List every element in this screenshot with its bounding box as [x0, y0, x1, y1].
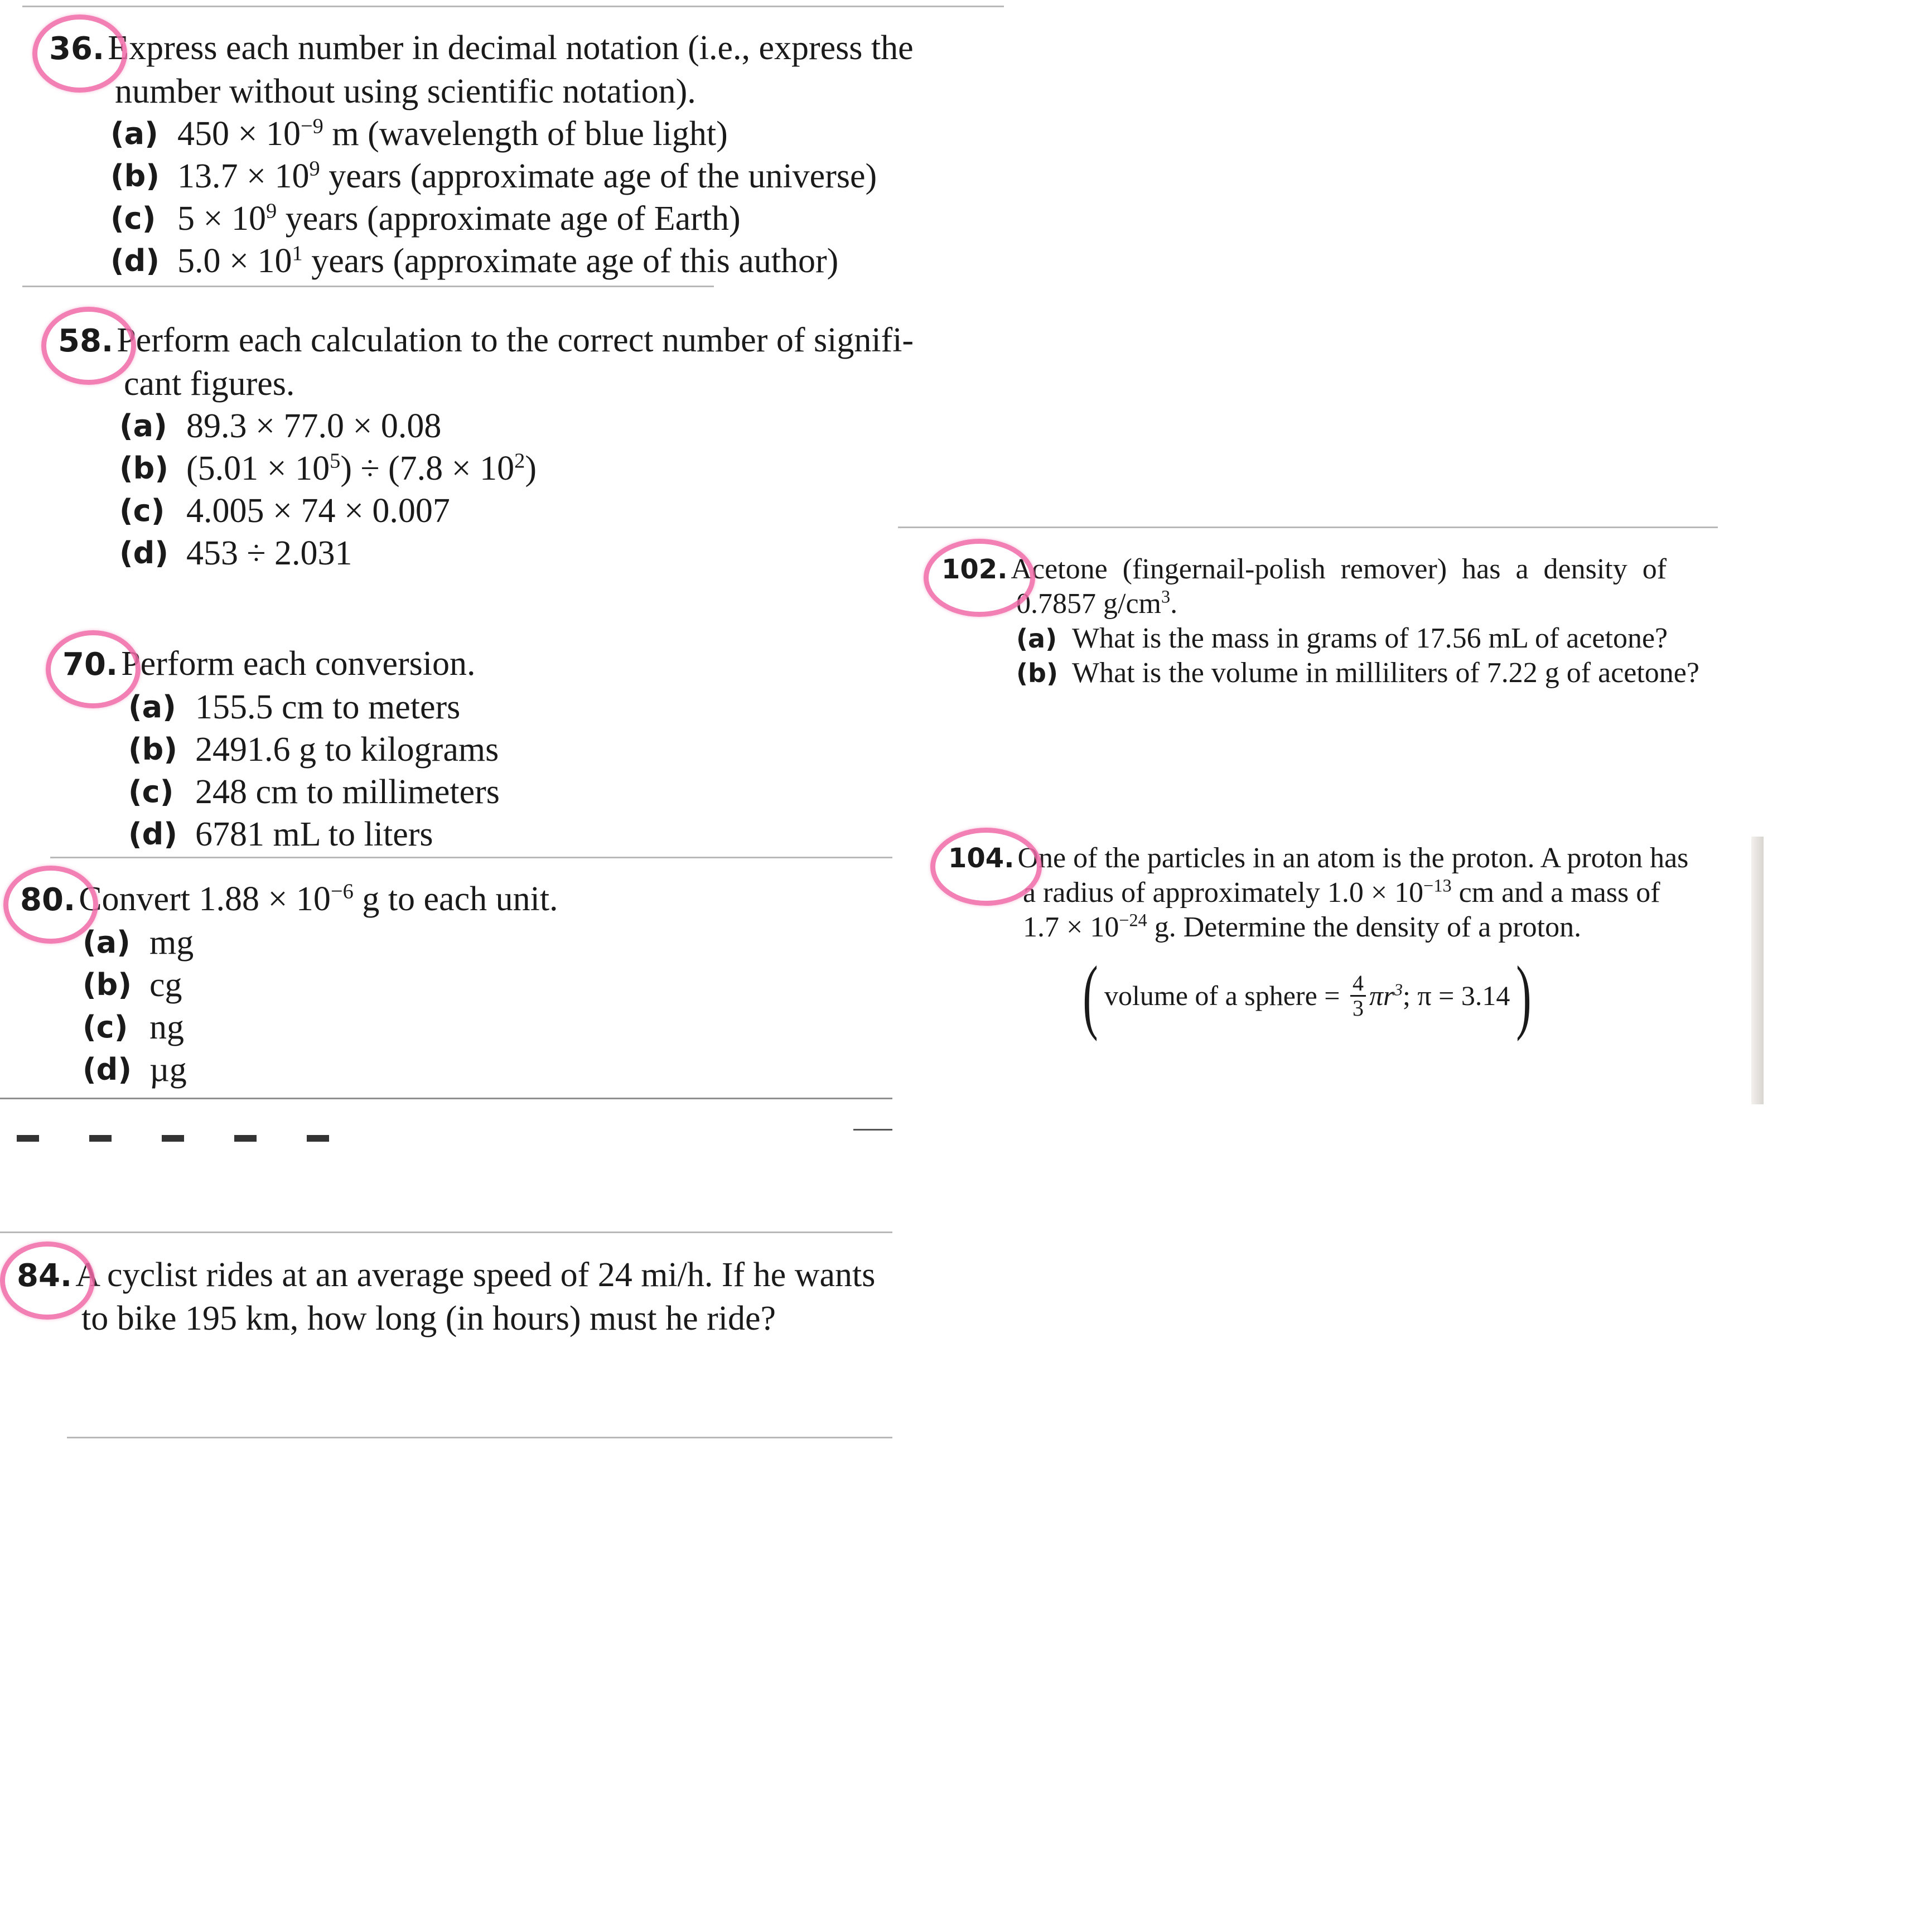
question-36-text: Express each number in decimal notation (i.e., express the [108, 29, 914, 67]
item-58c: (c) 4.005 × 74 × 0.007 [119, 492, 450, 530]
item-80d: (d) µg [83, 1051, 187, 1089]
item-36a: (a) $450 \times 10^{-9}$ m (wavelength of blue light) [110, 114, 728, 153]
question-104-text-cont-2: $1.7 \times 10^{-24}$ g. Determine the density of a proton. [1023, 910, 1582, 943]
fraction-four-thirds: $\frac{4}{3}$ [1350, 972, 1366, 1020]
item-36d: (d) $5.0 \times 10^1$ years (approximate age of this author) [110, 241, 839, 280]
question-36-text-cont: number without using scientific notation). [115, 73, 696, 110]
question-84-text: A cyclist rides at an average speed of 24 mi/h. If he wants [75, 1256, 876, 1294]
item-80c: (c) ng [83, 1008, 184, 1046]
question-58 [58, 319, 914, 574]
question-104 [948, 841, 1688, 945]
divider-70 [50, 857, 892, 858]
item-80a: (a) mg [83, 924, 194, 962]
question-84 [17, 1254, 875, 1340]
question-58-text: Perform each calculation to the correct number of signifi- [117, 321, 914, 359]
top-rule [22, 6, 1004, 7]
question-58-text-cont: cant figures. [124, 365, 295, 403]
question-84-text-cont: to bike 195 km, how long (in hours) must he ride? [81, 1300, 776, 1337]
scan-edge-shadow [1751, 837, 1764, 1104]
question-70 [62, 643, 500, 856]
item-70c: (c) 248 cm to millimeters [128, 773, 500, 811]
question-102-text: Acetone (fingernail-polish remover) has a density of [1011, 553, 1667, 585]
item-58b: (b) $(5.01 \times 10^5) \div (7.8 \times 10^2)$ [119, 449, 537, 487]
question-102-text-cont: 0.7857 $g/cm^3$. [1016, 586, 1178, 620]
scan-artifact: ▬ ▬ ▬ ▬ ▬ [17, 1122, 351, 1147]
question-number-58: 58. [58, 320, 113, 363]
question-80-text: Convert $1.88 \times 10^{-6}$ g to each unit. [79, 880, 558, 918]
item-70b: (b) 2491.6 g to kilograms [128, 731, 499, 769]
scan-artifact-line [853, 1129, 892, 1131]
item-36b: (b) $13.7 \times 10^9$ years (approximate age of the universe) [110, 157, 877, 195]
question-number-70: 70. [62, 644, 118, 686]
question-70-text: Perform each conversion. [121, 645, 476, 683]
question-36 [49, 27, 914, 282]
divider-36 [22, 286, 714, 287]
question-number-80: 80. [20, 879, 75, 921]
question-104-text: One of the particles in an atom is the proton. A proton has [1017, 842, 1689, 874]
divider-right-top [898, 527, 1718, 528]
sphere-volume-formula: ( volume of a sphere = $\frac{4}{3}$ $\pi r^3$ ; π = 3.14 ) [1083, 949, 1532, 1042]
question-102 [941, 552, 1699, 690]
question-number-104: 104. [948, 841, 1014, 876]
divider-80 [0, 1098, 892, 1099]
item-70d: (d) 6781 mL to liters [128, 815, 433, 853]
item-80b: (b) cg [83, 966, 182, 1004]
divider-84-bottom [67, 1437, 892, 1438]
item-70a: (a) 155.5 cm to meters [128, 688, 461, 726]
divider-84-top [0, 1231, 892, 1233]
question-104-text-cont-1: a radius of approximately $1.0 \times 10^{-13}$ cm and a mass of [1023, 875, 1660, 909]
question-number-84: 84. [17, 1255, 72, 1297]
item-102b: (b) What is the volume in milliliters of 7.22 g of acetone? [1016, 657, 1699, 689]
item-58d: (d) 453 ÷ 2.031 [119, 534, 352, 572]
item-36c: (c) $5 \times 10^9$ years (approximate age of Earth) [110, 199, 741, 238]
item-102a: (a) What is the mass in grams of 17.56 mL of acetone? [1016, 622, 1668, 654]
question-80 [20, 878, 558, 1091]
question-number-36: 36. [49, 28, 104, 70]
item-58a: (a) 89.3 × 77.0 × 0.08 [119, 407, 442, 445]
question-number-102: 102. [941, 552, 1007, 587]
